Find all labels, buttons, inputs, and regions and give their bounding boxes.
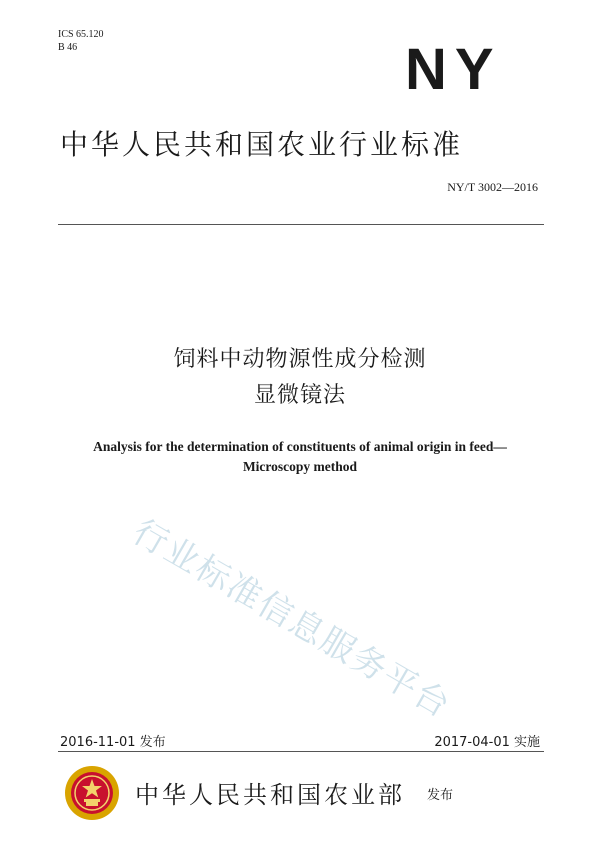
standard-category-title: 中华人民共和国农业行业标准 xyxy=(60,128,464,161)
standard-number: NY/T 3002—2016 xyxy=(447,180,538,194)
national-emblem-icon xyxy=(64,765,120,821)
chinese-title-line2: 显微镜法 xyxy=(253,383,346,408)
english-title-line2: Microscopy method xyxy=(242,459,358,474)
issuing-authority: 中华人民共和国农业部 xyxy=(135,781,405,809)
implementation-date: 2017-04-01 实施 xyxy=(434,735,540,750)
ics-code: ICS 65.120 xyxy=(58,29,104,40)
english-title-line1: Analysis for the determination of constituents of animal origin in feed— xyxy=(93,439,507,454)
footer-divider xyxy=(58,751,544,752)
ny-logo: NY xyxy=(405,37,502,102)
classification-codes xyxy=(58,28,104,54)
issuer-suffix: 发布 xyxy=(427,788,454,803)
header-divider xyxy=(58,224,544,225)
watermark: 行业标准信息服务平台 xyxy=(126,511,458,727)
ccs-code: B 46 xyxy=(58,42,78,53)
issue-date: 2016-11-01 发布 xyxy=(60,735,166,750)
chinese-title-line1: 饲料中动物源性成分检测 xyxy=(173,347,427,372)
